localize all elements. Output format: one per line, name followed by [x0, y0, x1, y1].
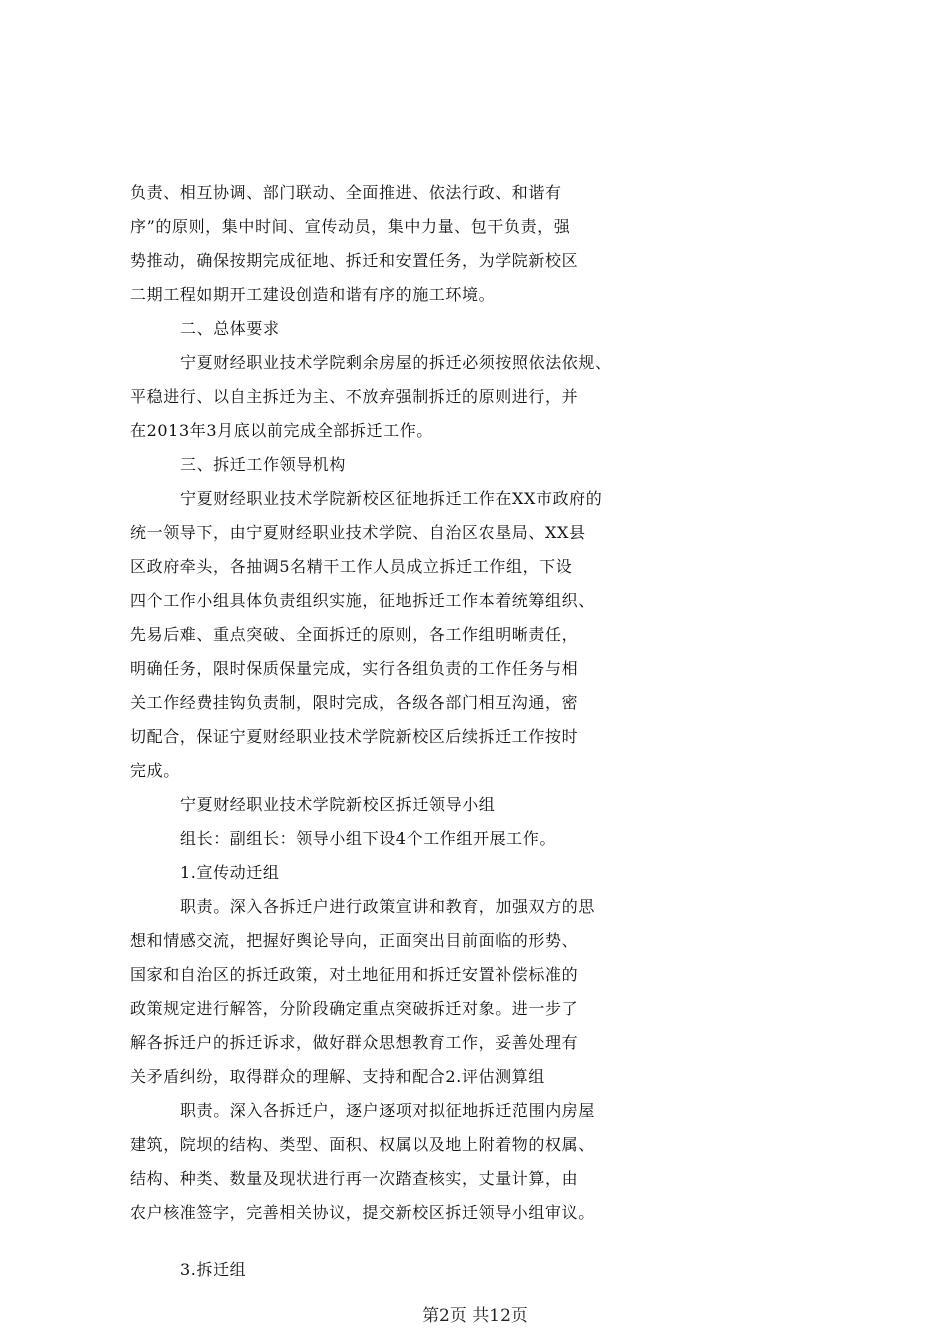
body-text-line: 建筑，院坝的结构、类型、面积、权属以及地上附着物的权属、	[130, 1135, 595, 1154]
body-text-line: 区政府牵头，各抽调5名精干工作人员成立拆迁工作组，下设	[130, 557, 573, 576]
body-text-line: 负责、相互协调、部门联动、全面推进、依法行政、和谐有	[130, 183, 562, 202]
body-text-line: 政策规定进行解答，分阶段确定重点突破拆迁对象。进一步了	[130, 999, 579, 1018]
body-text-line: 职责。深入各拆迁户，逐户逐项对拟征地拆迁范围内房屋	[180, 1101, 596, 1120]
body-text-line: 序”的原则，集中时间、宣传动员，集中力量、包干负责，强	[130, 217, 571, 236]
body-text-line: 四个工作小组具体负责组织实施，征地拆迁工作本着统筹组织、	[130, 591, 595, 610]
body-text-line: 平稳进行、以自主拆迁为主、不放弃强制拆迁的原则进行，并	[130, 387, 579, 406]
body-text-line: 组长：副组长：领导小组下设4个工作组开展工作。	[180, 829, 556, 848]
body-text-line: 职责。深入各拆迁户进行政策宣讲和教育，加强双方的思	[180, 897, 596, 916]
body-text-line: 明确任务，限时保质保量完成，实行各组负责的工作任务与相	[130, 659, 579, 678]
body-text-line: 想和情感交流，把握好舆论导向，正面突出目前面临的形势、	[130, 931, 579, 950]
subsection-heading: 1.宣传动迁组	[180, 863, 280, 882]
subsection-heading: 宁夏财经职业技术学院新校区拆迁领导小组	[180, 795, 496, 814]
body-text-line: 先易后难、重点突破、全面拆迁的原则，各工作组明晰责任，	[130, 625, 579, 644]
body-text-line: 结构、种类、数量及现状进行再一次踏查核实，丈量计算，由	[130, 1169, 579, 1188]
body-text-line: 在2013年3月底以前完成全部拆迁工作。	[130, 421, 433, 440]
body-text-line: 国家和自治区的拆迁政策，对土地征用和拆迁安置补偿标准的	[130, 965, 579, 984]
body-text-line: 二期工程如期开工建设创造和谐有序的施工环境。	[130, 285, 496, 304]
body-text-line: 势推动，确保按期完成征地、拆迁和安置任务，为学院新校区	[130, 251, 579, 270]
body-text-line: 关矛盾纠纷，取得群众的理解、支持和配合2.评估测算组	[130, 1067, 545, 1086]
body-text-line: 统一领导下，由宁夏财经职业技术学院、自治区农垦局、XX县	[130, 523, 586, 542]
body-text-line: 解各拆迁户的拆迁诉求，做好群众思想教育工作，妥善处理有	[130, 1033, 579, 1052]
subsection-heading: 3.拆迁组	[180, 1260, 247, 1279]
body-text-line: 宁夏财经职业技术学院剩余房屋的拆迁必须按照依法依规、	[180, 353, 612, 372]
section-heading: 二、总体要求	[180, 319, 280, 338]
body-text-line: 宁夏财经职业技术学院新校区征地拆迁工作在XX市政府的	[180, 489, 603, 508]
body-text-line: 完成。	[130, 761, 180, 780]
body-text-line: 切配合，保证宁夏财经职业技术学院新校区后续拆迁工作按时	[130, 727, 579, 746]
section-heading: 三、拆迁工作领导机构	[180, 455, 347, 474]
body-text-line: 关工作经费挂钩负责制，限时完成，各级各部门相互沟通，密	[130, 693, 579, 712]
body-text-line: 农户核准签字，完善相关协议，提交新校区拆迁领导小组审议。	[130, 1203, 595, 1222]
page-footer: 第2页 共12页	[422, 1306, 528, 1326]
